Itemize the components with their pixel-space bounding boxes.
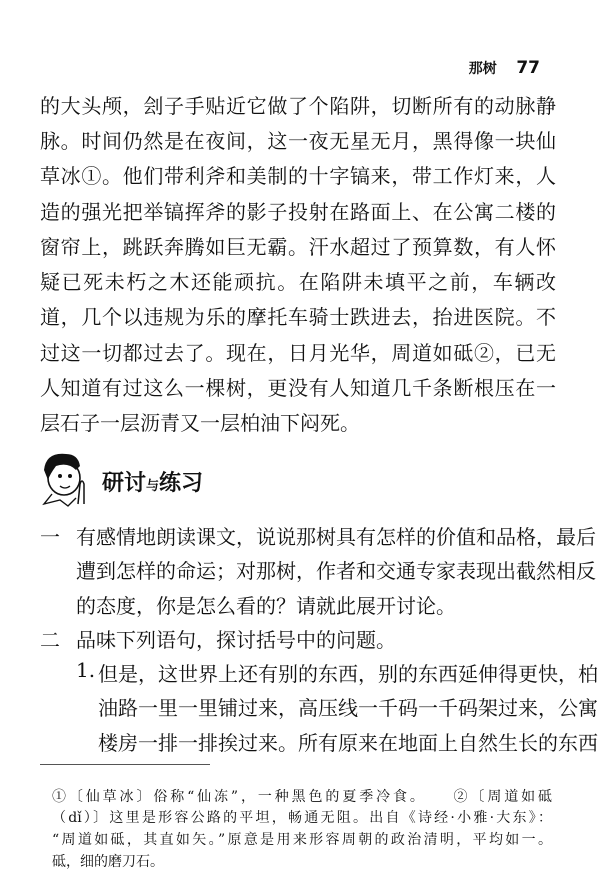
text-line: 造的强光把举镐挥斧的影子投射在路面上、在公寓二楼的 xyxy=(40,200,556,224)
text-line: 但是，这世界上还有别的东西，别的东西延伸得更快，柏 xyxy=(98,662,598,686)
footnote-line: ①〔仙草冰〕俗称“仙冻”，一种黑色的夏季冷食。 ②〔周道如砥 xyxy=(52,789,552,805)
text-line: 道，几个以违规为乐的摩托车骑士跌进去，抬进医院。不 xyxy=(40,305,556,329)
text-line: 脉。时间仍然是在夜间，这一夜无星无月，黑得像一块仙 xyxy=(40,129,556,153)
section-heading xyxy=(38,448,204,512)
text-line: 楼房一排一排挨过来。所有原来在地面上自然生长的东西 xyxy=(98,731,598,755)
text-line: 过这一切都过去了。现在，日月光华，周道如砥②，已无 xyxy=(40,341,556,365)
footnote-line: “周道如砥，其直如矢。”原意是用来形容周朝的政治清明，平均如一。 xyxy=(52,832,552,848)
text-line: 有感情地朗读课文，说说那树具有怎样的价值和品格，最后 xyxy=(76,525,596,549)
subitem-number: 1. xyxy=(76,658,96,682)
section-title xyxy=(102,466,203,497)
title-part: 练习 xyxy=(159,471,204,496)
chapter-title: 那树 xyxy=(468,61,497,77)
exercise-number: 一 xyxy=(40,525,60,549)
text-line: 油路一里一里铺过来，高压线一千码一千码架过来，公寓 xyxy=(98,696,598,720)
cartoon-boy-icon xyxy=(38,448,100,508)
text-line: 遭到怎样的命运；对那树，作者和交通专家表现出截然相反 xyxy=(76,559,596,583)
text-line: 层石子一层沥青又一层柏油下闷死。 xyxy=(40,411,360,435)
text-line: 品味下列语句，探讨括号中的问题。 xyxy=(76,628,396,652)
text-line: 的态度，你是怎么看的？请就此展开讨论。 xyxy=(76,594,456,618)
text-line: 窗帘上，跳跃奔腾如巨无霸。汗水超过了预算数，有人怀 xyxy=(40,235,556,259)
page-number: 77 xyxy=(516,58,540,78)
footnote-line: （dǐ）〕这里是形容公路的平坦，畅通无阻。出自《诗经·小雅·大东》： xyxy=(52,810,552,826)
text-line: 疑已死未朽之木还能顽抗。在陷阱未填平之前，车辆改 xyxy=(40,270,556,294)
running-header xyxy=(469,58,540,78)
text-line: 人知道有过这么一棵树，更没有人知道几千条断根压在一 xyxy=(40,376,556,400)
footnote-separator xyxy=(40,764,210,765)
text-line: 的大头颅，刽子手贴近它做了个陷阱，切断所有的动脉静 xyxy=(40,94,556,118)
exercise-number: 二 xyxy=(40,628,60,652)
title-part: 与 xyxy=(146,479,160,494)
text-line: 草冰①。他们带利斧和美制的十字镐来，带工作灯来，人 xyxy=(40,164,556,188)
title-part: 研讨 xyxy=(102,471,147,496)
footnote-line: 砥，细的磨刀石。 xyxy=(52,854,164,870)
